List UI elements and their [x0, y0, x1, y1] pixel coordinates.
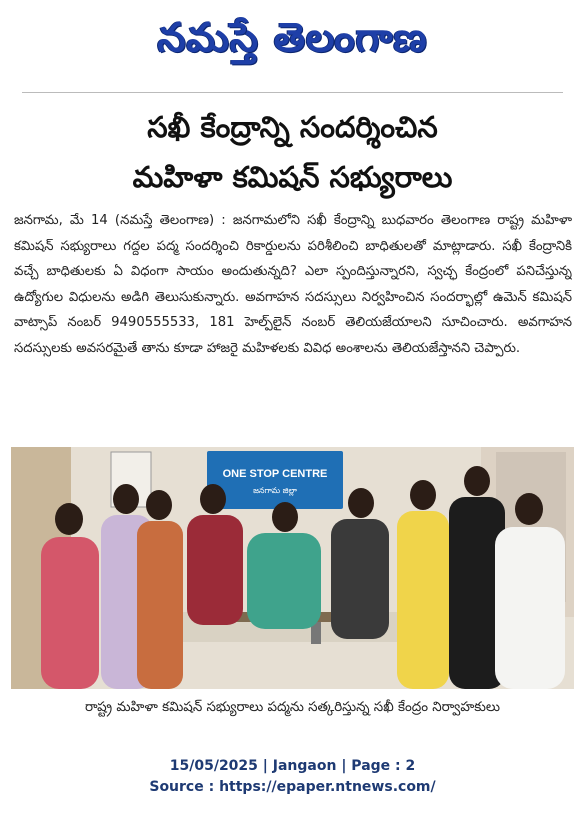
photo-caption: రాష్ట్ర మహిళా కమిషన్ సభ్యురాలు పద్మను సత్కరిస్తున్న సఖీ కేంద్రం నిర్వాహకులు: [84, 700, 500, 715]
newspaper-title: నమస్తే తెలంగాణ: [157, 15, 428, 61]
source-link[interactable]: Source : https://epaper.ntnews.com/: [149, 779, 436, 795]
group-photo-illustration: [11, 447, 574, 689]
masthead-divider: [22, 92, 563, 93]
headline-line-2: మహిళా కమిషన్ సభ్యురాలు: [132, 160, 453, 194]
edition-info: 15/05/2025 | Jangaon | Page : 2: [169, 758, 416, 774]
banner-subtext: జనగామ జిల్లా: [253, 486, 297, 495]
article-photo: [11, 447, 574, 689]
masthead: [0, 0, 585, 86]
banner-text: ONE STOP CENTRE: [222, 468, 328, 480]
article-body: జనగామ, మే 14 (నమస్తే తెలంగాణ) : జనగామలోని సఖీ కేంద్రాన్ని బుధవారం తెలంగాణ రాష్ట్ర మహిళా కమిషన్ సభ్యురాలు గద్దల పద్మ సందర్శించి రికార్డులను పరిశీలించి బాధితులతో మాట్లాడారు. సఖీ కేంద్రానికి వచ్చే బాధితులకు ఏ విధంగా సాయం అందుతున్నది? ఎలా స్పందిస్తున్నారని, స్వచ్ఛ కేంద్రంలో పనిచేస్తున్న ఉద్యోగుల విధులను అడిగి తెలుసుకున్నారు. అవగాహన సదస్సులు నిర్వహించిన సందర్భాల్లో ఉమెన్ కమిషన్ వాట్సాప్ నంబర్ 9490555533, 181 హెల్ప్‌లైన్ నంబర్ తెలియజేయాలని సూచించారు. అవగాహన సదస్సులకు అవసరమైతే తాను కూడా హాజరై మహిళలకు వివిధ అంశాలను తెలియజేస్తానని చెప్పారు.: [14, 213, 572, 356]
headline-line-1: సఖీ కేంద్రాన్ని సందర్శించిన: [147, 110, 438, 144]
